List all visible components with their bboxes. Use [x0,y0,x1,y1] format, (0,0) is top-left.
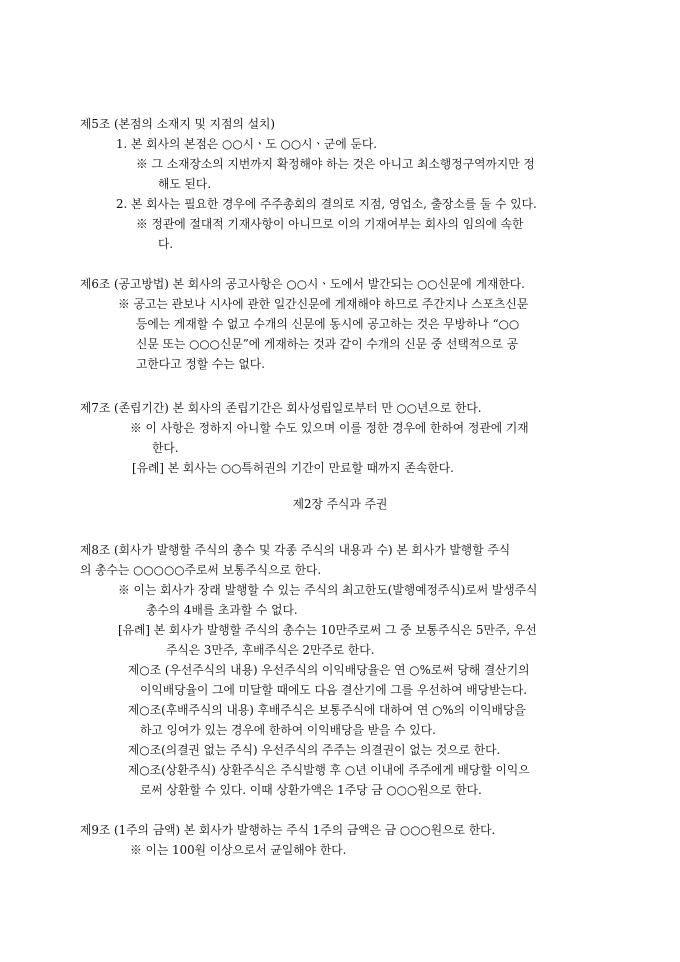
note: ※ 이는 100원 이상으로서 균일해야 한다. [130,843,347,857]
note-continued: 고한다고 정할 수는 없다. [136,357,265,371]
clause-1: 1. 본 회사의 본점은 ○○시ㆍ도 ○○시ㆍ군에 둔다. [116,137,378,151]
article-title: 제7조 (존립기간) 본 회사의 존립기간은 회사성립일로부터 만 ○○년으로 한다. [80,401,482,415]
article-6 [0,274,680,374]
note: ※ 이는 회사가 장래 발행할 수 있는 주식의 최고한도(발행예정주식)로써 발생주식 [118,583,538,597]
sub-article: 제○조(상환주식) 상환주식은 주식발행 후 ○년 이내에 주주에게 배당할 이익으 [128,763,530,777]
sub-article-continued: 하고 잉여가 있는 경우에 한하여 이익배당을 받을 수 있다. [140,723,436,737]
sub-article: 제○조(후배주식의 내용) 후배주식은 보통주식에 대하여 연 ○%의 이익배당을 [128,703,526,717]
note-continued: 등에는 게재할 수 없고 수개의 신문에 동시에 공고하는 것은 무방하나 “○○ [136,317,520,331]
note-continued: 다. [158,237,174,251]
note: ※ 공고는 관보나 시사에 관한 일간신문에 게재해야 하므로 주간지나 스포츠신문 [118,297,529,311]
example-continued: 주식은 3만주, 후배주식은 2만주로 한다. [166,643,375,657]
sub-article-continued: 로써 상환할 수 있다. 이때 상환가액은 1주당 금 ○○○원으로 한다. [140,783,482,797]
note: ※ 그 소재장소의 지번까지 확정해야 하는 것은 아니고 최소행정구역까지만 정 [136,157,535,171]
article-title: 제8조 (회사가 발행할 주식의 총수 및 각종 주식의 내용과 수) 본 회사가 발행할 주식 [80,543,511,557]
example: [유례] 본 회사가 발행할 주식의 총수는 10만주로써 그 중 보통주식은 5만주, 우선 [118,623,537,637]
article-8 [0,540,680,800]
note-continued: 한다. [152,441,179,455]
note-continued: 해도 된다. [158,177,212,191]
article-7 [0,398,680,478]
article-title-continued: 의 총수는 ○○○○○주로써 보통주식으로 한다. [80,563,322,577]
article-9 [0,820,680,860]
article-title: 제9조 (1주의 금액) 본 회사가 발행하는 주식 1주의 금액은 금 ○○○원으로 한다. [80,823,496,837]
article-title: 제6조 (공고방법) 본 회사의 공고사항은 ○○시ㆍ도에서 발간되는 ○○신문에 게재한다. [80,277,525,291]
sub-article-continued: 이익배당율이 그에 미달할 때에도 다음 결산기에 그를 우선하여 배당받는다. [140,683,528,697]
sub-article: 제○조 (우선주식의 내용) 우선주식의 이익배당율은 연 ○%로써 당해 결산기의 [128,663,530,677]
note-continued: 총수의 4배를 초과할 수 없다. [146,603,298,617]
clause-2: 2. 본 회사는 필요한 경우에 주주총회의 결의로 지점, 영업소, 출장소를 둘 수 있다. [116,197,537,211]
note: ※ 이 사항은 정하지 아니할 수도 있으며 이를 정한 경우에 한하여 정관에 기재 [130,421,529,435]
note: ※ 정관에 절대적 기재사항이 아니므로 이의 기재여부는 회사의 임의에 속한 [136,217,524,231]
chapter-heading: 제2장 주식과 주권 [292,497,388,511]
example: [유례] 본 회사는 ○○특허권의 기간이 만료할 때까지 존속한다. [132,461,454,475]
sub-article: 제○조(의결권 없는 주식) 우선주식의 주주는 의결권이 없는 것으로 한다. [128,743,501,757]
article-title: 제5조 (본점의 소재지 및 지점의 설치) [80,117,276,131]
note-continued: 신문 또는 ○○○신문”에 게재하는 것과 같이 수개의 신문 중 선택적으로 공 [136,337,519,351]
article-5 [0,114,680,254]
